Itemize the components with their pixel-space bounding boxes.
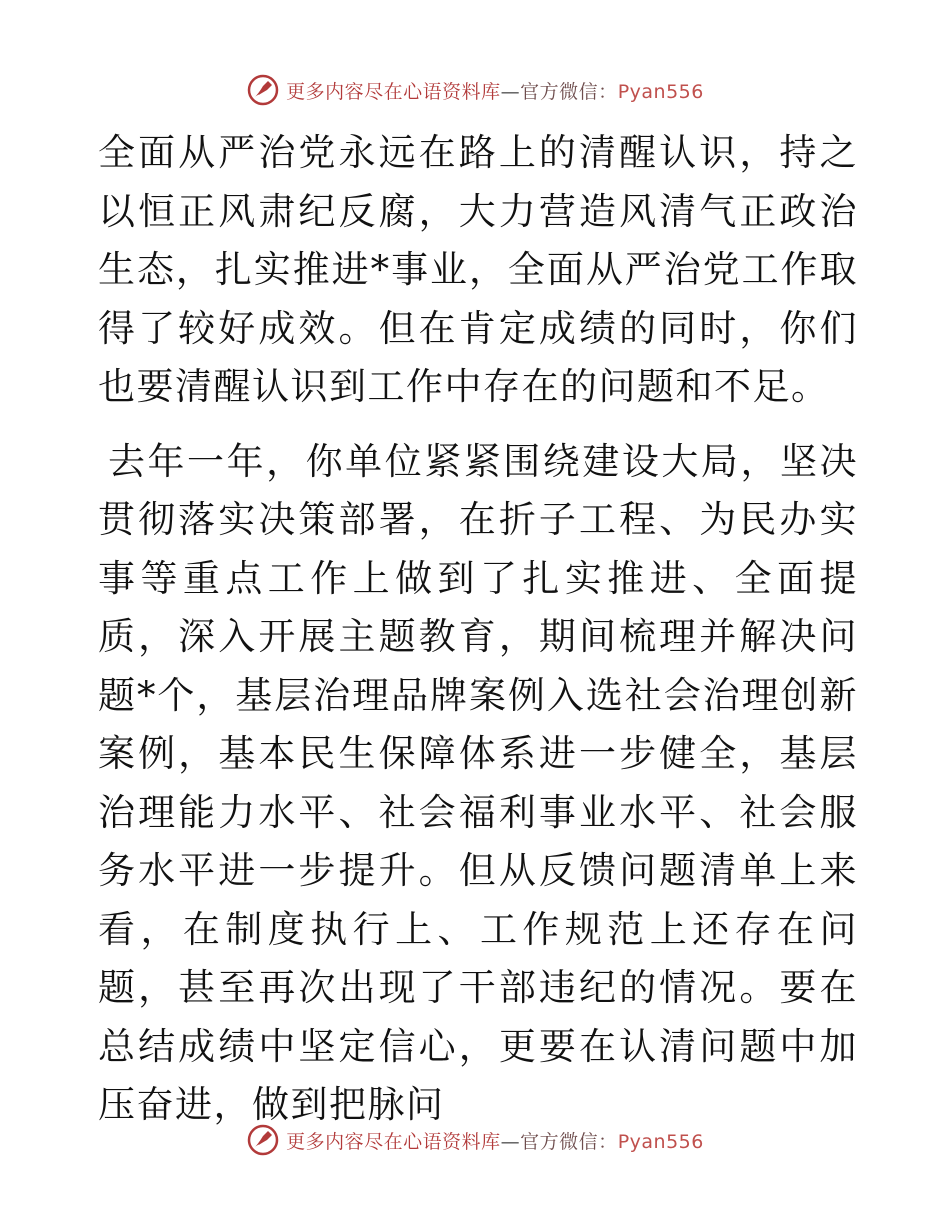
watermark-handle: Pyan556 <box>617 1130 704 1153</box>
watermark-wechat-label: 官方微信： <box>520 80 618 103</box>
pen-logo-icon <box>246 1123 280 1157</box>
header-watermark <box>0 70 950 110</box>
pen-logo-icon <box>246 73 280 107</box>
paragraph: 全面从严治党永远在路上的清醒认识，持之以恒正风肃纪反腐，大力营造风清气正政治生态，扎实推进*事业，全面从严治党工作取得了较好成效。但在肯定成绩的同时，你们也要清醒认识到工作中存在的问题和不足。 <box>98 131 858 408</box>
watermark-text <box>286 1127 704 1154</box>
watermark-site: 更多内容尽在心语资料库 <box>286 80 501 103</box>
body-text <box>98 124 858 1135</box>
watermark-separator: — <box>500 80 521 103</box>
watermark-wechat-label: 官方微信： <box>520 1130 618 1153</box>
watermark-text <box>286 77 704 104</box>
paragraph: 去年一年，你单位紧紧围绕建设大局，坚决贯彻落实决策部署，在折子工程、为民办实事等重点工作上做到了扎实推进、全面提质，深入开展主题教育，期间梳理并解决问题*个，基层治理品牌案例入选社会治理创新案例，基本民生保障体系进一步健全，基层治理能力水平、社会福利事业水平、社会服务水平进一步提升。但从反馈问题清单上来看，在制度执行上、工作规范上还存在问题，甚至再次出现了干部违纪的情况。要在总结成绩中坚定信心，更要在认清问题中加压奋进，做到把脉问 <box>98 439 858 1126</box>
watermark-site: 更多内容尽在心语资料库 <box>286 1130 501 1153</box>
watermark-handle: Pyan556 <box>617 80 704 103</box>
watermark-separator: — <box>500 1130 521 1153</box>
footer-watermark <box>0 1120 950 1160</box>
